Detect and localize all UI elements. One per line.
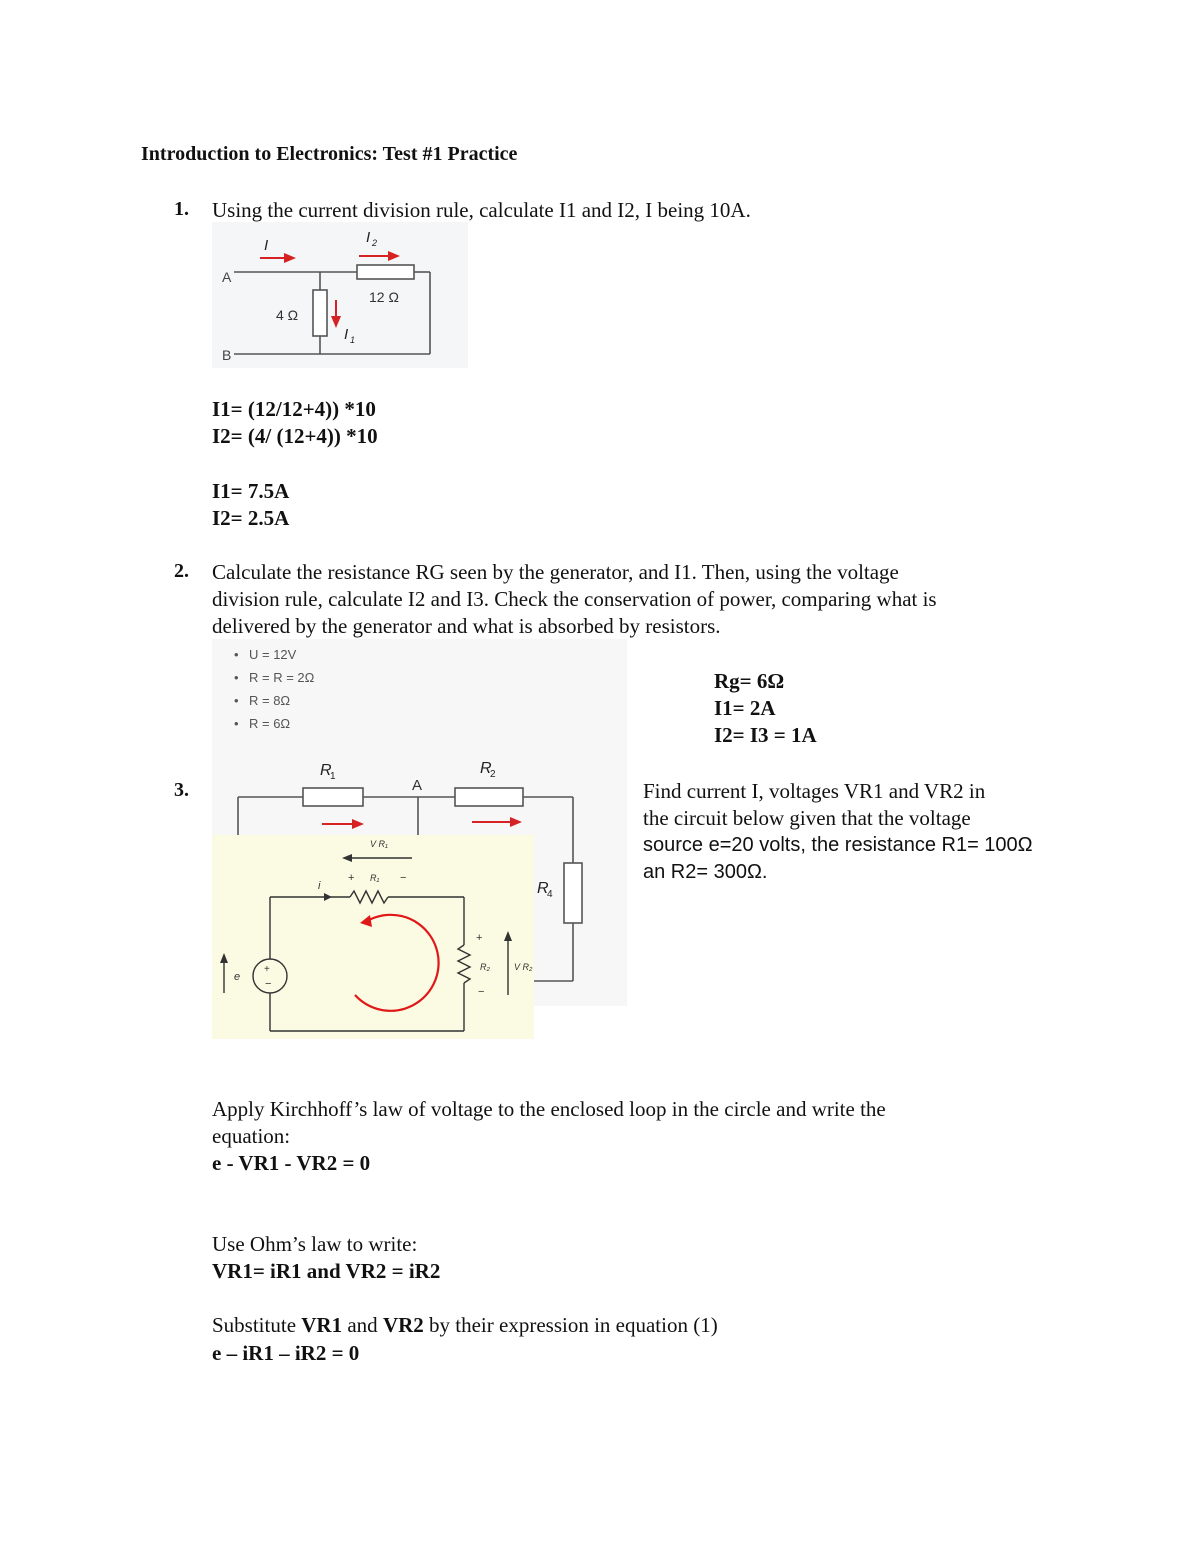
svg-text:2: 2 (490, 769, 496, 780)
svg-text:1: 1 (330, 771, 336, 782)
resistor-r1 (303, 788, 363, 806)
param-r3: R = 8Ω (249, 693, 291, 708)
kvl-loop-circuit (212, 835, 534, 1039)
question-2-line-1: Calculate the resistance RG seen by the generator, and I1. Then, using the voltage (212, 560, 899, 584)
resistor-label-4-ohm: 4 Ω (276, 307, 299, 323)
source-minus: − (265, 978, 272, 990)
resistor-label-12-ohm: 12 Ω (369, 289, 399, 305)
q1-answer-i1: I1= 7.5A (212, 479, 290, 503)
q1-formula-i2: I2= (4/ (12+4)) *10 (212, 424, 378, 448)
ohm-equation: VR1= iR1 and VR2 = iR2 (212, 1259, 441, 1283)
node-label-b: B (222, 347, 232, 363)
node-label-a: A (222, 269, 232, 285)
question-2-number: 2. (174, 560, 189, 582)
resistor-4-ohm (313, 290, 327, 336)
param-r4: R = 6Ω (249, 716, 291, 731)
label-i: i (318, 880, 321, 892)
question-1-text: Using the current division rule, calculate I1 and I2, I being 10A. (212, 198, 751, 222)
label-vr2: V R₂ (514, 962, 533, 972)
question-3-line-3: source e=20 volts, the resistance R1= 100Ω (643, 834, 1033, 856)
question-3-line-4: an R2= 300Ω. (643, 861, 768, 883)
q1-answer-i2: I2= 2.5A (212, 506, 290, 530)
current-label-i2: I (366, 229, 371, 246)
resistor-r4 (564, 863, 582, 923)
resistor-12-ohm (357, 265, 414, 279)
node-label-a: A (412, 777, 423, 794)
svg-text:•: • (234, 693, 239, 708)
resistor-r2 (455, 788, 523, 806)
substitute-instruction: Substitute VR1 and VR2 by their expression in equation (1) (212, 1313, 718, 1337)
label-r2: R (480, 760, 492, 777)
page-title: Introduction to Electronics: Test #1 Practice (141, 143, 518, 165)
label-r1: R (320, 762, 332, 779)
question-3-line-2: the circuit below given that the voltage (643, 806, 971, 830)
label-r4: R (537, 880, 549, 897)
current-label-i1: I (344, 326, 349, 343)
kvl-equation: e - VR1 - VR2 = 0 (212, 1151, 371, 1175)
source-plus: + (264, 964, 270, 975)
label-r2: R₂ (480, 962, 490, 972)
svg-text:•: • (234, 670, 239, 685)
substituted-equation: e – iR1 – iR2 = 0 (212, 1341, 360, 1365)
svg-text:−: − (478, 986, 485, 998)
svg-text:•: • (234, 716, 239, 731)
q1-formula-i1: I1= (12/12+4)) *10 (212, 397, 376, 421)
question-3-line-1: Find current I, voltages VR1 and VR2 in (643, 779, 986, 803)
current-label-i2-sub: 2 (372, 238, 378, 248)
q2-answer-i2-i3: I2= I3 = 1A (714, 723, 817, 747)
question-3-number: 3. (174, 779, 189, 801)
question-1-number: 1. (174, 198, 189, 220)
param-r1-r2: R = R = 2Ω (249, 670, 315, 685)
current-label-i1-sub: 1 (350, 335, 356, 345)
param-bullet: • (234, 647, 239, 662)
question-2-line-3: delivered by the generator and what is absorbed by resistors. (212, 614, 721, 638)
kvl-instruction-line-2: equation: (212, 1124, 291, 1148)
q2-answer-i1: I1= 2A (714, 696, 776, 720)
svg-text:−: − (400, 872, 407, 884)
label-vr1: V R₁ (370, 839, 388, 849)
question-2-line-2: division rule, calculate I2 and I3. Check the conservation of power, comparing what is (212, 587, 937, 611)
svg-text:4: 4 (547, 889, 553, 900)
label-r1: R₁ (370, 873, 380, 883)
current-label-i: I (264, 237, 269, 254)
svg-text:+: + (348, 872, 355, 884)
label-e: e (234, 971, 241, 983)
q2-answer-rg: Rg= 6Ω (714, 669, 785, 693)
current-division-circuit (212, 222, 468, 368)
param-us: U = 12V (249, 647, 297, 662)
kvl-instruction-line-1: Apply Kirchhoff’s law of voltage to the enclosed loop in the circle and write the (212, 1097, 886, 1121)
ohm-instruction: Use Ohm’s law to write: (212, 1232, 418, 1256)
svg-text:+: + (476, 932, 483, 944)
